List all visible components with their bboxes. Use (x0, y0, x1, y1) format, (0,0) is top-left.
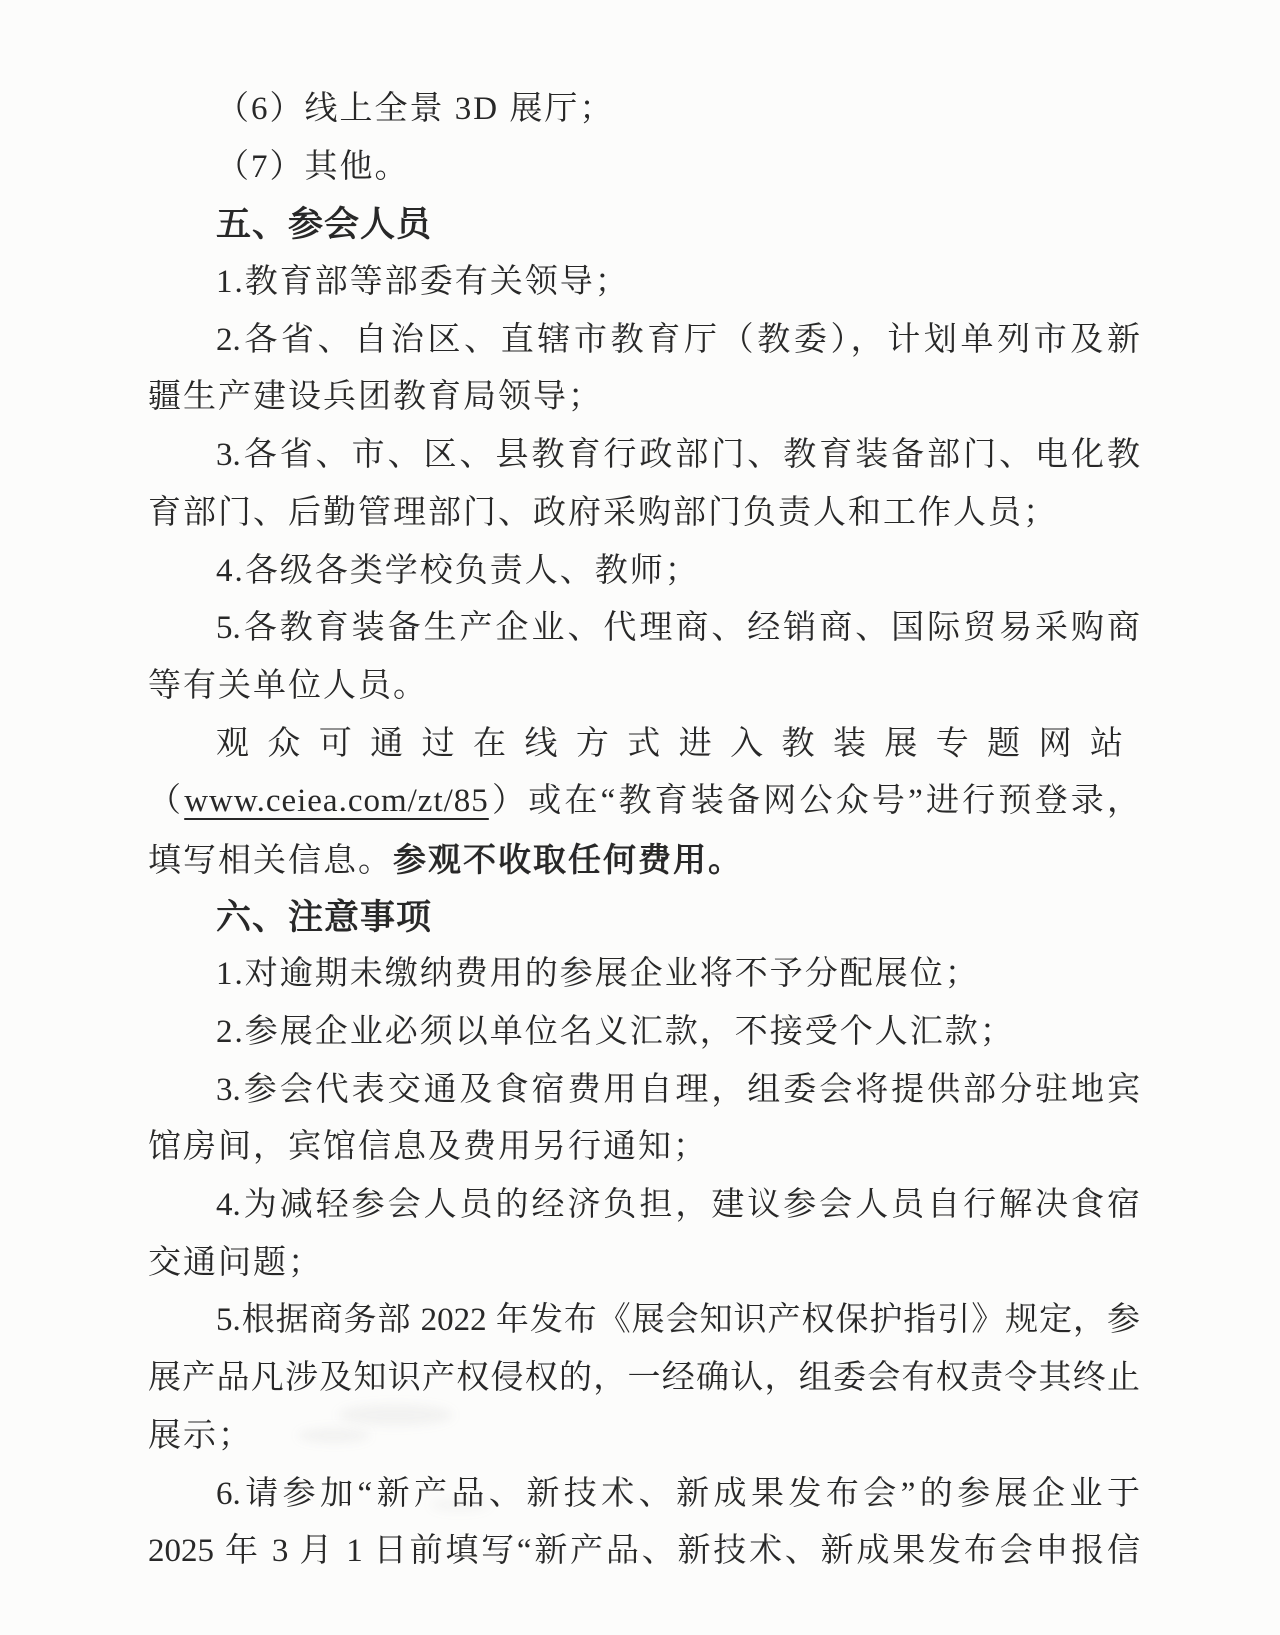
text-run: （6）线上全景 3D 展厅； (216, 91, 615, 127)
text-line (148, 427, 1140, 485)
text-run: 3.各省、市、区、县教育行政部门、教育装备部门、电化教 (216, 437, 1140, 474)
text-run: ）或在“教育装备网公众号”进行预登录， (488, 783, 1141, 820)
text-line (148, 1350, 1140, 1408)
text-line (148, 1177, 1140, 1235)
text-line (148, 773, 1140, 831)
scan-smudge (298, 1428, 370, 1443)
section-heading (148, 196, 1140, 254)
text-line (148, 81, 1140, 139)
scan-smudge (338, 1404, 453, 1426)
text-line (148, 831, 1140, 889)
text-run: （7）其他。 (216, 148, 410, 185)
text-line (148, 1004, 1140, 1062)
text-line (148, 716, 1140, 774)
text-run: 交通问题； (148, 1244, 323, 1281)
text-run: 1.教育部等部委有关领导； (216, 264, 630, 301)
text-run: 等有关单位人员。 (148, 667, 428, 704)
text-line (148, 1062, 1140, 1120)
bold-text-run: 参观不收取任何费用。 (393, 840, 743, 878)
text-run: 填写相关信息。 (148, 842, 393, 879)
text-line (148, 1292, 1140, 1350)
text-run: 4.为减轻参会人员的经济负担，建议参会人员自行解决食宿 (216, 1187, 1140, 1224)
text-run: 馆房间，宾馆信息及费用另行通知； (148, 1129, 708, 1166)
text-line (148, 1119, 1140, 1177)
text-run: 4.各级各类学校负责人、教师； (216, 552, 700, 589)
document-text-block (148, 81, 1140, 1581)
text-line (148, 1523, 1140, 1581)
text-line (148, 543, 1140, 601)
text-run: 展产品凡涉及知识产权侵权的，一经确认，组委会有权责令其终止 (148, 1360, 1140, 1397)
text-run: （ (148, 783, 185, 820)
text-line (148, 946, 1140, 1004)
text-run: 2.各省、自治区、直辖市教育厅（教委），计划单列市及新 (216, 321, 1140, 358)
text-line (148, 485, 1140, 543)
text-line (148, 1466, 1140, 1524)
text-run: 六、注意事项 (216, 897, 433, 937)
text-run: 五、参会人员 (216, 205, 433, 245)
text-line (148, 600, 1140, 658)
section-heading (148, 889, 1140, 947)
text-run: 展示； (148, 1417, 253, 1454)
scan-smudge (430, 1498, 490, 1512)
text-line (148, 254, 1140, 312)
text-line (148, 658, 1140, 716)
text-line (148, 312, 1140, 370)
text-run: 5.根据商务部 2022 年发布《展会知识产权保护指引》规定，参 (216, 1302, 1140, 1339)
text-run: 1.对逾期未缴纳费用的参展企业将不予分配展位； (216, 956, 980, 993)
text-line (148, 1235, 1140, 1293)
text-run: 育部门、后勤管理部门、政府采购部门负责人和工作人员； (148, 494, 1058, 531)
text-line (148, 369, 1140, 427)
text-line (148, 1408, 1140, 1466)
text-run: 观众可通过在线方式进入教装展专题网站 (216, 725, 1140, 762)
text-run: 2025 年 3 月 1 日前填写“新产品、新技术、新成果发布会申报信 (148, 1533, 1140, 1570)
text-run: 5.各教育装备生产企业、代理商、经销商、国际贸易采购商 (216, 610, 1140, 647)
text-run: 2.参展企业必须以单位名义汇款，不接受个人汇款； (216, 1014, 1015, 1050)
text-run: 6.请参加“新产品、新技术、新成果发布会”的参展企业于 (216, 1475, 1140, 1512)
registration-url-link[interactable]: www.ceiea.com/zt/85 (184, 783, 489, 820)
text-run: 疆生产建设兵团教育局领导； (148, 379, 603, 416)
text-line (148, 139, 1140, 197)
text-run: 3.参会代表交通及食宿费用自理，组委会将提供部分驻地宾 (216, 1071, 1140, 1108)
